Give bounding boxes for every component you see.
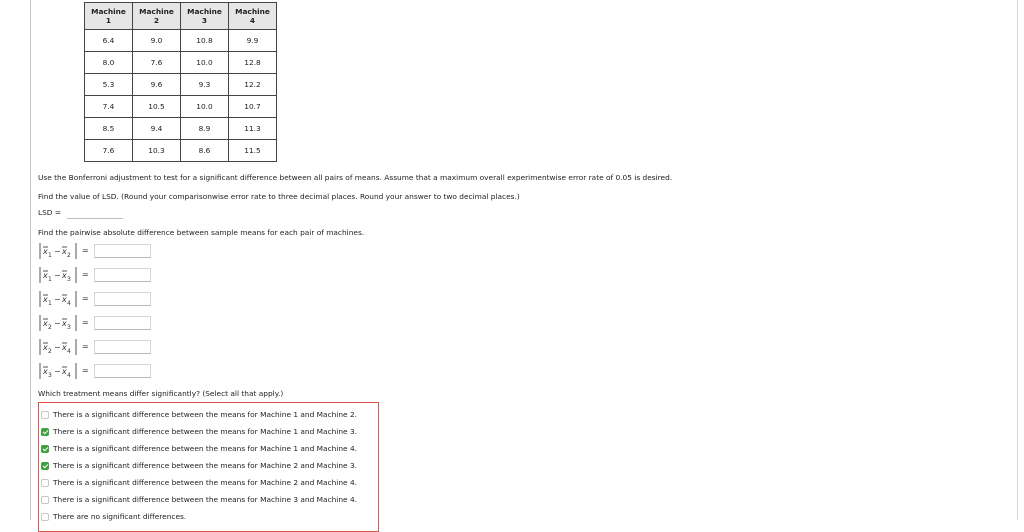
svg-text:1: 1: [48, 276, 52, 283]
svg-text:x: x: [62, 319, 67, 328]
table-cell: 10.0: [181, 96, 229, 118]
abs-difference-formula: [38, 362, 80, 380]
option-label: There is a significant difference between the means for Machine 1 and Machine 3.: [53, 427, 357, 436]
svg-text:−: −: [54, 367, 61, 376]
svg-text:x: x: [43, 247, 48, 256]
svg-text:1: 1: [48, 300, 52, 307]
svg-text:−: −: [54, 295, 61, 304]
equals-sign: =: [82, 246, 89, 255]
table-cell: 9.0: [133, 30, 181, 52]
significance-question: Which treatment means differ significantly? (Select all that apply.): [38, 389, 284, 398]
svg-text:3: 3: [67, 276, 71, 283]
table-cell: 7.6: [85, 140, 133, 162]
checkbox-icon[interactable]: [41, 411, 49, 419]
answer-options: [38, 402, 379, 532]
checkbox-icon[interactable]: [41, 479, 49, 487]
abs-difference-formula: [38, 266, 80, 284]
svg-text:x: x: [43, 319, 48, 328]
bonferroni-instruction: Use the Bonferroni adjustment to test for a significant difference between all pairs of means. Assume that a maximum overall experimentwise error rate of 0.05 is desired.: [38, 173, 673, 182]
svg-text:−: −: [54, 247, 61, 256]
machine-data-table: [84, 2, 277, 162]
svg-text:1: 1: [48, 252, 52, 259]
svg-text:x: x: [62, 247, 67, 256]
difference-input-1-3[interactable]: [94, 268, 151, 282]
abs-difference-formula: [38, 242, 80, 260]
table-cell: 10.5: [133, 96, 181, 118]
left-frame-border: [30, 0, 31, 520]
table-cell: 7.6: [133, 52, 181, 74]
equals-sign: =: [82, 318, 89, 327]
svg-text:x: x: [62, 295, 67, 304]
lsd-input[interactable]: [67, 208, 123, 219]
difference-input-2-4[interactable]: [94, 340, 151, 354]
svg-text:x: x: [43, 295, 48, 304]
right-frame-border: [1017, 0, 1018, 520]
table-cell: 10.0: [181, 52, 229, 74]
svg-text:3: 3: [48, 372, 52, 379]
table-row: [85, 52, 277, 74]
option-label: There is a significant difference between the means for Machine 1 and Machine 4.: [53, 444, 357, 453]
checked-checkbox-icon[interactable]: [41, 462, 49, 470]
pairwise-instruction: Find the pairwise absolute difference between sample means for each pair of machines.: [38, 228, 365, 237]
table-cell: 6.4: [85, 30, 133, 52]
option-label: There is a significant difference between the means for Machine 2 and Machine 4.: [53, 478, 357, 487]
checked-checkbox-icon[interactable]: [41, 445, 49, 453]
svg-text:4: 4: [67, 372, 71, 379]
option-label: There is a significant difference between the means for Machine 3 and Machine 4.: [53, 495, 357, 504]
table-header-machine-1: Machine 1: [85, 3, 133, 30]
lsd-label: LSD =: [38, 208, 62, 217]
table-cell: 8.5: [85, 118, 133, 140]
svg-text:4: 4: [67, 300, 71, 307]
svg-text:2: 2: [48, 324, 52, 331]
difference-input-1-2[interactable]: [94, 244, 151, 258]
table-header-machine-2: Machine 2: [133, 3, 181, 30]
table-cell: 9.9: [229, 30, 277, 52]
table-row: [85, 118, 277, 140]
difference-input-1-4[interactable]: [94, 292, 151, 306]
difference-input-3-4[interactable]: [94, 364, 151, 378]
table-cell: 12.8: [229, 52, 277, 74]
equals-sign: =: [82, 294, 89, 303]
equals-sign: =: [82, 270, 89, 279]
table-cell: 7.4: [85, 96, 133, 118]
abs-difference-formula: [38, 314, 80, 332]
table-cell: 10.3: [133, 140, 181, 162]
svg-text:x: x: [43, 271, 48, 280]
svg-text:2: 2: [67, 252, 71, 259]
checkbox-icon[interactable]: [41, 496, 49, 504]
table-cell: 8.0: [85, 52, 133, 74]
table-header-row: [85, 3, 277, 30]
abs-difference-formula: [38, 290, 80, 308]
svg-text:x: x: [43, 367, 48, 376]
table-cell: 8.9: [181, 118, 229, 140]
svg-text:−: −: [54, 319, 61, 328]
table-row: [85, 30, 277, 52]
table-cell: 9.4: [133, 118, 181, 140]
equals-sign: =: [82, 342, 89, 351]
table-cell: 12.2: [229, 74, 277, 96]
svg-text:4: 4: [67, 348, 71, 355]
equals-sign: =: [82, 366, 89, 375]
table-cell: 9.3: [181, 74, 229, 96]
table-cell: 5.3: [85, 74, 133, 96]
checked-checkbox-icon[interactable]: [41, 428, 49, 436]
table-cell: 11.3: [229, 118, 277, 140]
table-cell: 8.6: [181, 140, 229, 162]
option-label: There is a significant difference between the means for Machine 2 and Machine 3.: [53, 461, 357, 470]
lsd-instruction: Find the value of LSD. (Round your comparisonwise error rate to three decimal places. Round your answer to two decimal places.): [38, 192, 520, 201]
table-cell: 11.5: [229, 140, 277, 162]
abs-difference-formula: [38, 338, 80, 356]
table-header-machine-4: Machine 4: [229, 3, 277, 30]
option-label: There is a significant difference between the means for Machine 1 and Machine 2.: [53, 410, 357, 419]
difference-input-2-3[interactable]: [94, 316, 151, 330]
svg-text:x: x: [62, 367, 67, 376]
svg-text:−: −: [54, 343, 61, 352]
table-row: [85, 96, 277, 118]
svg-text:x: x: [43, 343, 48, 352]
option-label: There are no significant differences.: [53, 512, 187, 521]
svg-text:x: x: [62, 343, 67, 352]
table-row: [85, 140, 277, 162]
svg-text:x: x: [62, 271, 67, 280]
table-cell: 10.8: [181, 30, 229, 52]
table-row: [85, 74, 277, 96]
svg-text:2: 2: [48, 348, 52, 355]
table-cell: 10.7: [229, 96, 277, 118]
table-cell: 9.6: [133, 74, 181, 96]
svg-text:3: 3: [67, 324, 71, 331]
svg-text:−: −: [54, 271, 61, 280]
table-header-machine-3: Machine 3: [181, 3, 229, 30]
